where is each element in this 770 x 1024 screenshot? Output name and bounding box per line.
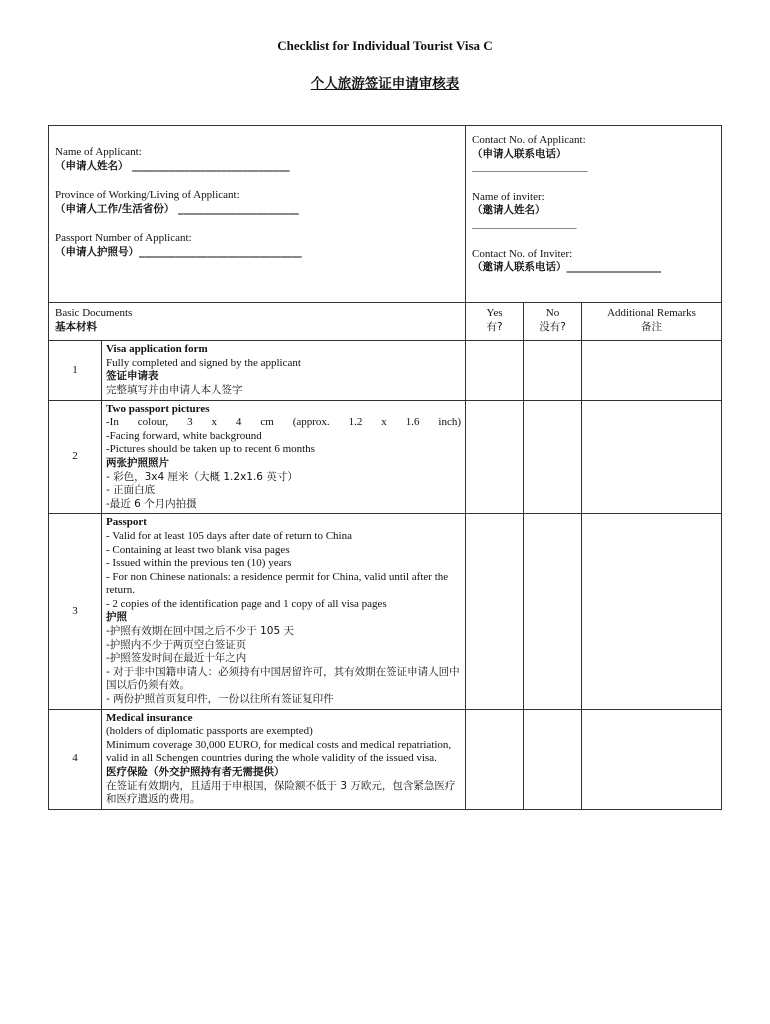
page-title-cn-text: 个人旅游签证申请审核表	[310, 76, 460, 92]
header-yes-en: Yes	[486, 307, 503, 319]
item-description	[102, 709, 466, 809]
item-title: Two passport pictures	[106, 402, 210, 415]
item-line: - Valid for at least 105 days after date of return to China	[106, 529, 352, 542]
item-description	[102, 400, 466, 514]
item-line-cn: 在签证有效期内，且适用于申根国，保险额不低于 3 万欧元，包含紧急医疗和医疗遣返的费用。	[106, 779, 456, 806]
header-yes	[466, 303, 524, 341]
passport-label[interactable]: Passport Number of Applicant:	[55, 232, 192, 245]
inviter-contact-label-cn[interactable]: （邀请人联系电话）__________________	[472, 261, 661, 274]
item-title: Visa application form	[106, 343, 208, 356]
table-row	[49, 709, 722, 809]
remarks-cell[interactable]	[582, 709, 722, 809]
item-line-cn: -护照内不少于两页空白签证页	[106, 638, 247, 651]
remarks-cell[interactable]	[582, 341, 722, 400]
item-line: -In colour, 3 x 4 cm (approx. 1.2 x 1.6 inch)	[106, 416, 461, 429]
inviter-name-label-cn[interactable]: （邀请人姓名）	[472, 204, 546, 217]
no-checkbox-cell[interactable]	[524, 341, 582, 400]
item-number: 4	[49, 709, 102, 809]
item-description	[102, 514, 466, 709]
contact-info-cell	[466, 126, 722, 303]
header-remarks-en: Additional Remarks	[607, 307, 696, 319]
inviter-name-label[interactable]: Name of inviter:	[472, 190, 545, 203]
page-title-cn	[0, 72, 770, 92]
applicant-info-row	[49, 126, 722, 303]
no-checkbox-cell[interactable]	[524, 709, 582, 809]
item-title: Passport	[106, 516, 147, 529]
remarks-cell[interactable]	[582, 514, 722, 709]
header-no	[524, 303, 582, 341]
inviter-contact-label[interactable]: Contact No. of Inviter:	[472, 247, 573, 260]
applicant-info-cell	[49, 126, 466, 303]
header-remarks	[582, 303, 722, 341]
item-number: 2	[49, 400, 102, 514]
item-line-cn: 完整填写并由申请人本人签字	[106, 383, 243, 396]
yes-checkbox-cell[interactable]	[466, 709, 524, 809]
item-line-cn: -护照签发时间在最近十年之内	[106, 652, 247, 665]
table-row	[49, 400, 722, 514]
item-line: (holders of diplomatic passports are exempted)	[106, 725, 313, 738]
page-title: Checklist for Individual Tourist Visa C	[277, 38, 493, 53]
no-checkbox-cell[interactable]	[524, 514, 582, 709]
item-line-cn: - 两份护照首页复印件，一份以往所有签证复印件	[106, 693, 334, 706]
inviter-name-line[interactable]: ___________________	[472, 217, 577, 230]
header-no-cn: 没有?	[539, 320, 566, 333]
table-row	[49, 341, 722, 400]
item-title-cn: 两张护照照片	[106, 456, 169, 469]
item-line: -Facing forward, white background	[106, 429, 262, 442]
item-line-cn: - 彩色，3x4 厘米（大概 1.2x1.6 英寸）	[106, 470, 298, 483]
item-title: Medical insurance	[106, 711, 193, 724]
remarks-cell[interactable]	[582, 400, 722, 514]
item-title-cn: 签证申请表	[106, 370, 159, 383]
item-line: - 2 copies of the identification page and 1 copy of all visa pages	[106, 597, 387, 610]
item-line: - For non Chinese nationals: a residence permit for China, valid until after the return.	[106, 570, 449, 597]
name-label-cn[interactable]: （申请人姓名） ______________________________	[55, 159, 290, 172]
checklist-table	[48, 125, 722, 810]
no-checkbox-cell[interactable]	[524, 400, 582, 514]
yes-checkbox-cell[interactable]	[466, 400, 524, 514]
contact-applicant-label-cn[interactable]: （申请人联系电话）	[472, 147, 567, 160]
item-title-cn: 护照	[106, 611, 127, 624]
header-yes-cn: 有?	[486, 320, 503, 333]
header-remarks-cn: 备注	[641, 320, 663, 333]
item-line: - Containing at least two blank visa pages	[106, 543, 290, 556]
item-line-cn: - 正面白底	[106, 484, 156, 497]
yes-checkbox-cell[interactable]	[466, 514, 524, 709]
item-number: 1	[49, 341, 102, 400]
name-label[interactable]: Name of Applicant:	[55, 146, 142, 158]
item-line: -Pictures should be taken up to recent 6 months	[106, 443, 315, 456]
yes-checkbox-cell[interactable]	[466, 341, 524, 400]
item-line: Minimum coverage 30,000 EURO, for medical costs and medical repatriation, valid in all Schengen countries during the whole validity of the issued visa.	[106, 738, 452, 765]
header-basic-cn: 基本材料	[55, 320, 97, 333]
item-line-cn: - 对于非中国籍申请人：必须持有中国居留许可，其有效期在签证申请人回中国以后仍须有效。	[106, 665, 460, 692]
item-description	[102, 341, 466, 400]
item-line: Fully completed and signed by the applicant	[106, 356, 301, 369]
header-basic	[49, 303, 466, 341]
passport-label-cn[interactable]: （申请人护照号）_______________________________	[55, 245, 302, 258]
province-label-cn[interactable]: （申请人工作/生活省份） _______________________	[55, 202, 299, 215]
header-no-en: No	[545, 307, 560, 319]
contact-applicant-line[interactable]: _____________________	[472, 161, 588, 174]
header-basic-en: Basic Documents	[55, 307, 133, 319]
province-label[interactable]: Province of Working/Living of Applicant:	[55, 189, 240, 202]
item-title-cn: 医疗保险（外交护照持有者无需提供）	[106, 766, 285, 778]
item-line-cn: -护照有效期在回中国之后不少于 105 天	[106, 625, 295, 638]
item-line-cn: -最近 6 个月内拍摄	[106, 497, 197, 510]
item-line: - Issued within the previous ten (10) years	[106, 557, 292, 570]
table-header-row	[49, 303, 722, 341]
item-number: 3	[49, 514, 102, 709]
contact-applicant-label[interactable]: Contact No. of Applicant:	[472, 134, 586, 146]
table-row	[49, 514, 722, 709]
